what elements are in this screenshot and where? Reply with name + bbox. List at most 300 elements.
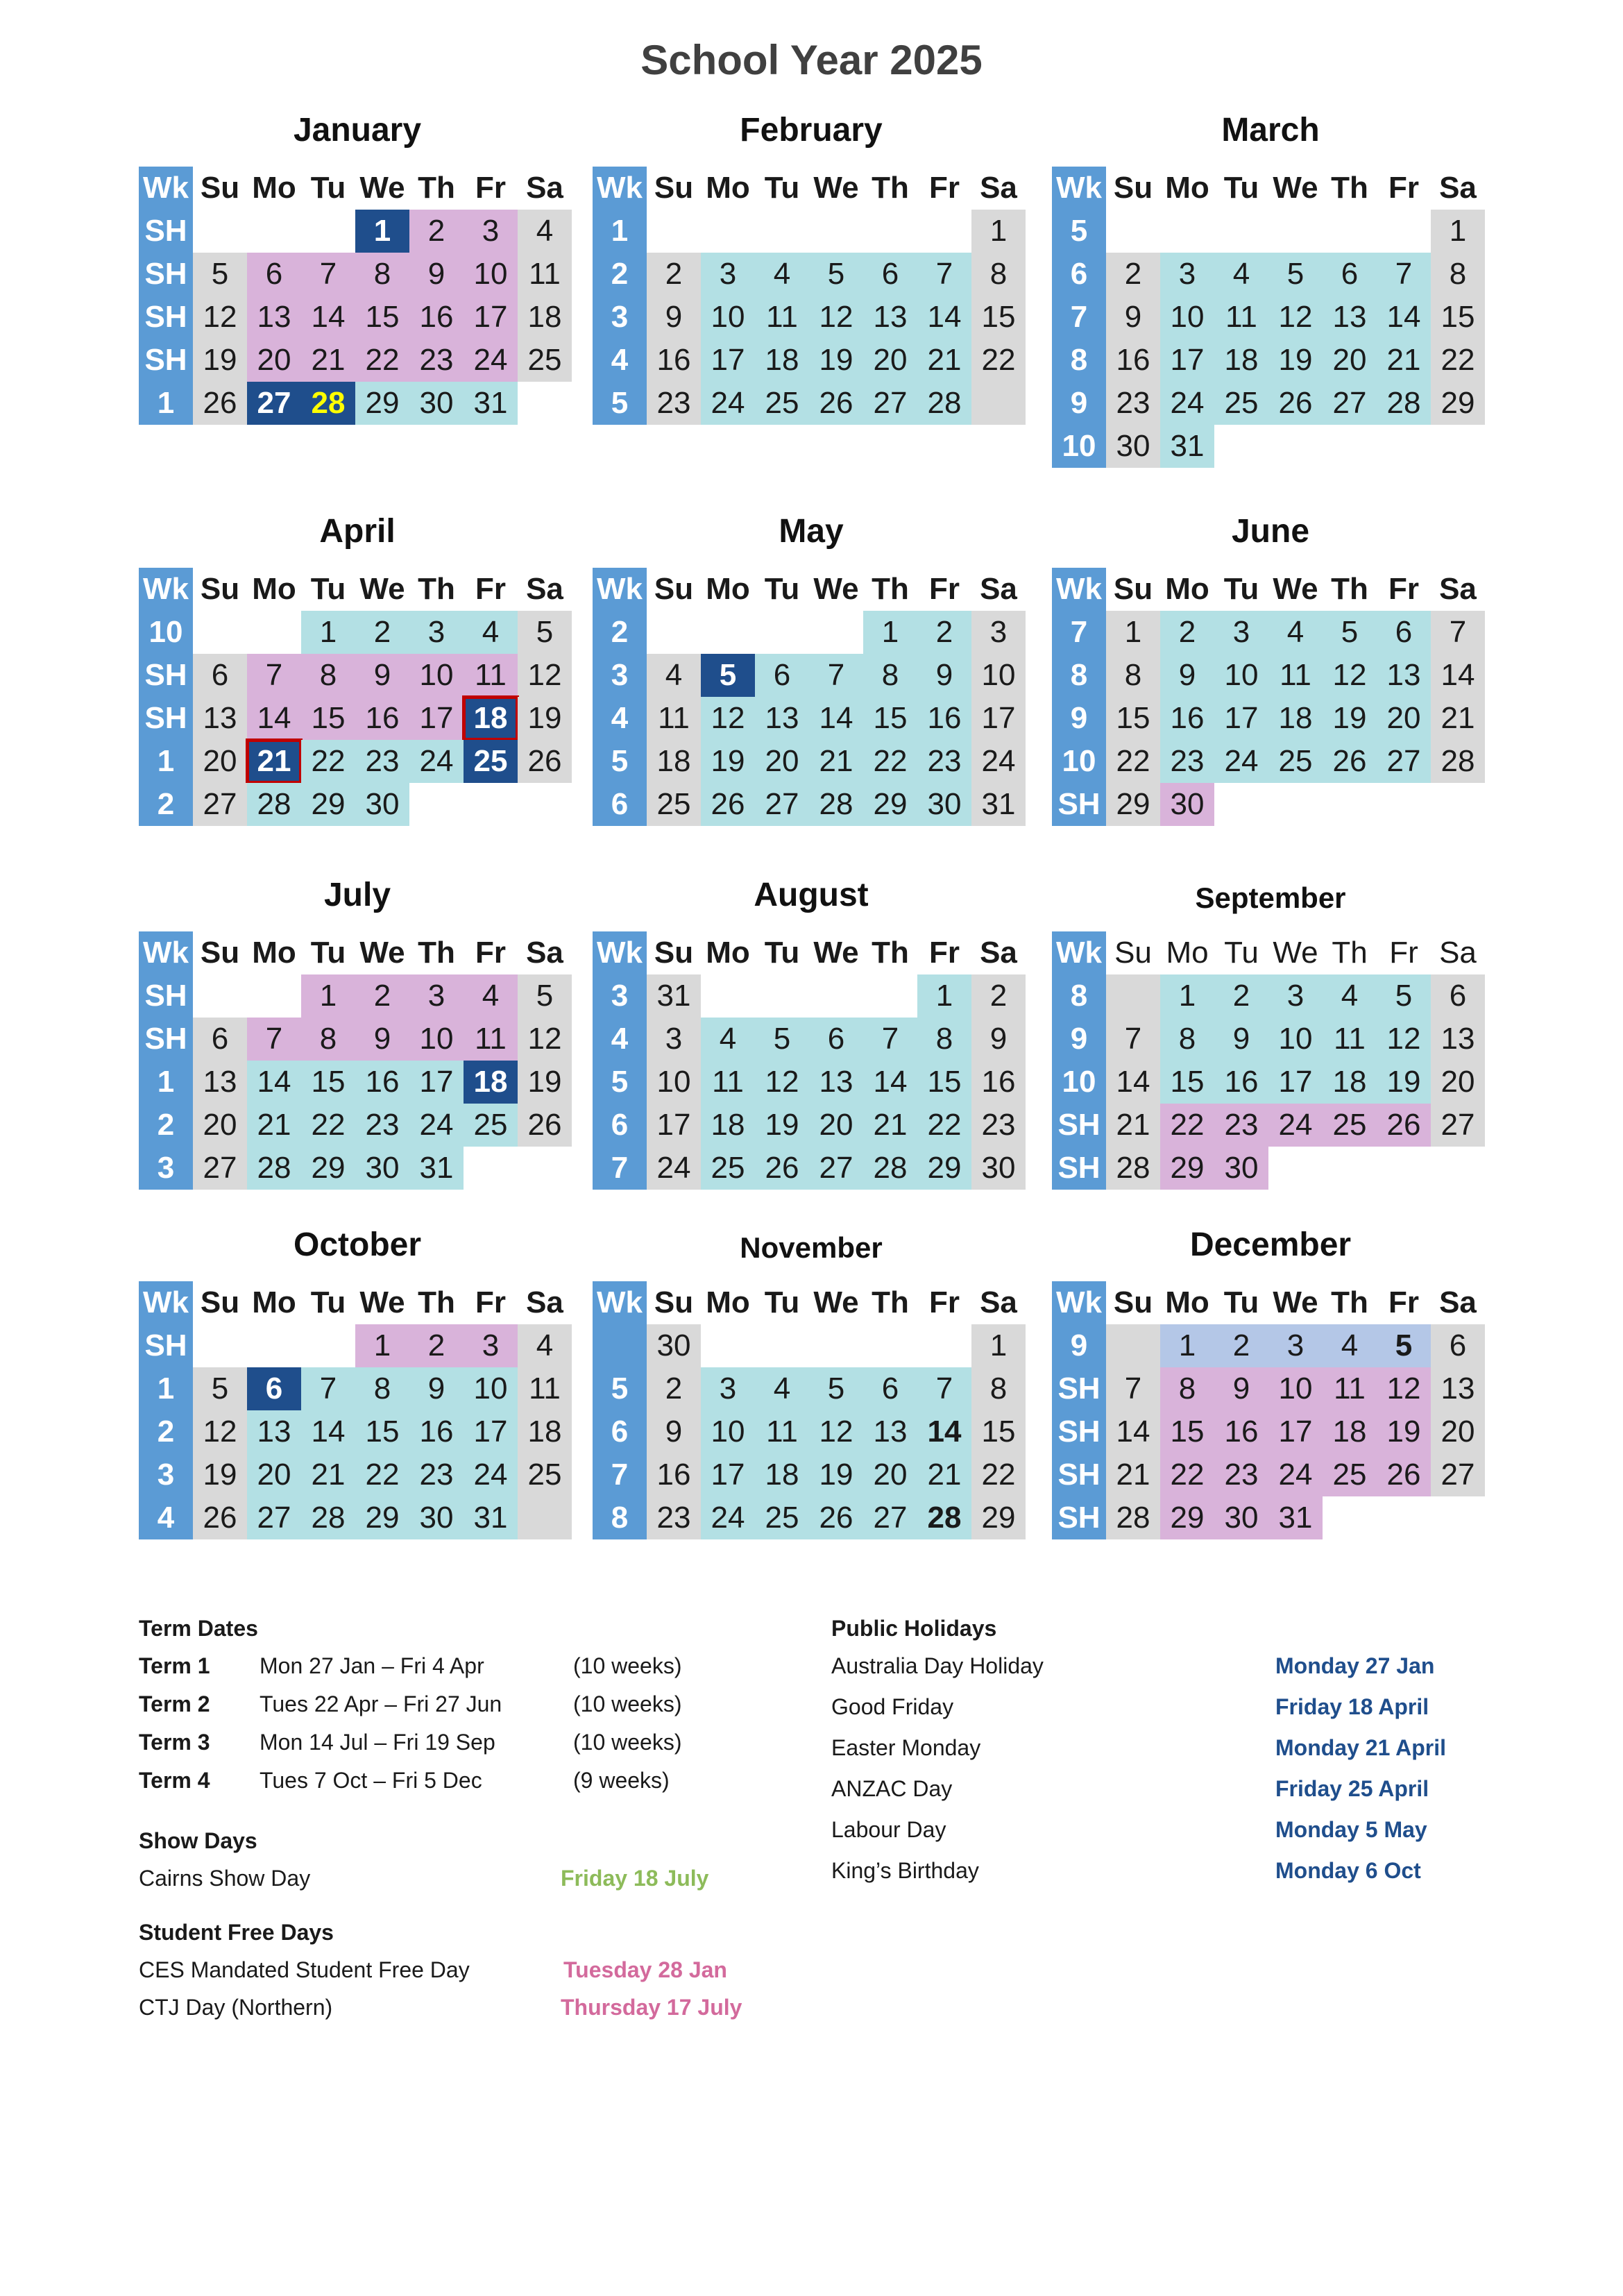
day-cell: 10 [464, 1367, 518, 1410]
day-cell: 19 [193, 339, 247, 382]
day-cell: 26 [1268, 382, 1323, 425]
weekday-header: Th [1332, 936, 1368, 970]
day-cell: 12 [193, 1410, 247, 1453]
day-cell: 22 [971, 339, 1026, 382]
weekday-header: Su [1114, 936, 1152, 970]
day-cell: 22 [1431, 339, 1485, 382]
weekday-header: Mo [252, 1285, 296, 1319]
month-february [593, 111, 1030, 425]
week-label: SH [1052, 1496, 1106, 1539]
day-cell: 14 [1106, 1410, 1160, 1453]
weekday-header: Th [418, 171, 455, 205]
weekday-header: Th [1331, 1285, 1368, 1319]
day-cell: 14 [301, 1410, 355, 1453]
day-cell: 27 [1431, 1104, 1485, 1147]
empty-cell [247, 1324, 301, 1367]
day-cell: 17 [647, 1104, 701, 1147]
month-august [593, 876, 1030, 1190]
weekday-header: Fr [1388, 1285, 1419, 1319]
term-label: Term 3 [139, 1730, 210, 1755]
day-cell: 27 [863, 382, 917, 425]
weekday-header: Fr [1389, 936, 1418, 970]
day-cell: 30 [1214, 1496, 1268, 1539]
day-cell: 3 [409, 974, 464, 1018]
day-cell: 21 [917, 1453, 971, 1496]
day-cell: 18 [464, 697, 518, 740]
show-days-heading: Show Days [139, 1828, 257, 1853]
day-cell: 20 [863, 1453, 917, 1496]
week-header: Wk [593, 568, 647, 611]
weekday-header: We [813, 171, 859, 205]
weekday-header: Tu [1224, 936, 1259, 970]
weekday-header: Sa [980, 572, 1017, 606]
week-label: SH [139, 697, 193, 740]
weekday-header: Mo [1165, 572, 1209, 606]
month-name: March [1221, 112, 1320, 149]
day-cell: 23 [355, 740, 409, 783]
weekday-header: Mo [1166, 936, 1209, 970]
day-cell: 5 [1377, 1324, 1431, 1367]
day-cell: 26 [518, 740, 572, 783]
weekday-header: Th [872, 171, 909, 205]
day-cell: 12 [518, 654, 572, 697]
week-label: 8 [1052, 339, 1106, 382]
day-cell: 11 [755, 1410, 809, 1453]
day-cell: 4 [464, 974, 518, 1018]
holiday-date: Monday 27 Jan [1275, 1653, 1435, 1678]
weekday-header: Sa [526, 171, 563, 205]
empty-cell [1377, 425, 1431, 468]
day-cell: 25 [464, 740, 518, 783]
day-cell: 2 [917, 611, 971, 654]
week-label: 9 [1052, 382, 1106, 425]
day-cell: 14 [1431, 654, 1485, 697]
day-cell: 21 [917, 339, 971, 382]
day-cell: 1 [1106, 611, 1160, 654]
day-cell: 5 [755, 1018, 809, 1061]
day-cell: 1 [1160, 1324, 1214, 1367]
week-label: 3 [593, 296, 647, 339]
holiday-date: Monday 6 Oct [1275, 1858, 1421, 1883]
day-cell: 19 [809, 1453, 863, 1496]
week-label: 5 [1052, 210, 1106, 253]
holiday-name: Easter Monday [831, 1735, 981, 1760]
day-cell: 3 [1268, 974, 1323, 1018]
weekday-header: We [813, 1285, 859, 1319]
day-cell: 23 [971, 1104, 1026, 1147]
day-cell: 28 [917, 382, 971, 425]
empty-cell [809, 974, 863, 1018]
weekday-header: Sa [980, 1285, 1017, 1319]
day-cell: 28 [863, 1147, 917, 1190]
weekday-header: Fr [929, 171, 960, 205]
week-label: 5 [593, 382, 647, 425]
day-cell: 7 [301, 253, 355, 296]
day-cell: 22 [355, 339, 409, 382]
day-cell: 21 [301, 1453, 355, 1496]
day-cell: 27 [247, 1496, 301, 1539]
day-cell: 9 [1214, 1367, 1268, 1410]
empty-cell [518, 1147, 572, 1190]
day-cell: 20 [863, 339, 917, 382]
weekday-header: Th [872, 936, 909, 970]
week-label: 1 [593, 210, 647, 253]
day-cell: 22 [301, 1104, 355, 1147]
day-cell: 17 [464, 1410, 518, 1453]
day-cell: 19 [701, 740, 755, 783]
day-cell: 6 [1431, 974, 1485, 1018]
day-cell: 7 [301, 1367, 355, 1410]
empty-cell [701, 1324, 755, 1367]
day-cell: 5 [518, 974, 572, 1018]
weekday-header: Sa [526, 1285, 563, 1319]
day-cell: 31 [464, 1496, 518, 1539]
day-cell: 13 [1377, 654, 1431, 697]
day-cell: 1 [917, 974, 971, 1018]
day-cell: 30 [647, 1324, 701, 1367]
weekday-header: Tu [1223, 1285, 1259, 1319]
day-cell: 12 [809, 296, 863, 339]
day-cell: 16 [355, 1061, 409, 1104]
day-cell: 13 [1431, 1018, 1485, 1061]
day-cell: 11 [701, 1061, 755, 1104]
month-name: July [323, 877, 391, 913]
day-cell: 6 [863, 1367, 917, 1410]
day-cell: 3 [409, 611, 464, 654]
empty-cell [301, 1324, 355, 1367]
day-cell: 28 [1106, 1147, 1160, 1190]
day-cell: 2 [1214, 1324, 1268, 1367]
empty-cell [301, 210, 355, 253]
day-cell: 6 [247, 253, 301, 296]
day-cell: 8 [971, 253, 1026, 296]
weekday-header: Fr [475, 936, 506, 970]
day-cell: 15 [1160, 1061, 1214, 1104]
weekday-header: Mo [706, 572, 750, 606]
weekday-header: Fr [929, 1285, 960, 1319]
weekday-header: Tu [764, 1285, 800, 1319]
week-label: SH [1052, 1367, 1106, 1410]
day-cell: 2 [355, 974, 409, 1018]
empty-cell [1268, 425, 1323, 468]
weekday-header: Sa [980, 936, 1017, 970]
day-cell: 6 [809, 1018, 863, 1061]
day-cell: 28 [247, 783, 301, 826]
weekday-header: Sa [1439, 171, 1477, 205]
term-dates-heading: Term Dates [139, 1616, 258, 1641]
day-cell: 12 [1377, 1018, 1431, 1061]
month-name: May [779, 513, 844, 550]
page-title: School Year 2025 [640, 37, 983, 83]
day-cell: 16 [971, 1061, 1026, 1104]
empty-cell [518, 1496, 572, 1539]
empty-cell [755, 974, 809, 1018]
week-header: Wk [593, 167, 647, 210]
day-cell: 23 [1106, 382, 1160, 425]
day-cell: 19 [1377, 1410, 1431, 1453]
day-cell: 20 [755, 740, 809, 783]
day-cell: 30 [1214, 1147, 1268, 1190]
empty-cell [1377, 1496, 1431, 1539]
week-label: 6 [593, 1104, 647, 1147]
day-cell: 22 [355, 1453, 409, 1496]
day-cell: 16 [647, 1453, 701, 1496]
empty-cell [1106, 210, 1160, 253]
empty-cell [193, 1324, 247, 1367]
day-cell: 18 [1323, 1061, 1377, 1104]
empty-cell [193, 210, 247, 253]
day-cell: 4 [647, 654, 701, 697]
week-label: 7 [593, 1453, 647, 1496]
weekday-header: Su [1113, 1285, 1153, 1319]
day-cell: 4 [755, 253, 809, 296]
month-september [1052, 876, 1489, 1190]
day-cell: 8 [355, 1367, 409, 1410]
day-cell: 10 [701, 296, 755, 339]
day-cell: 22 [1160, 1453, 1214, 1496]
day-cell: 25 [701, 1147, 755, 1190]
day-cell: 7 [1377, 253, 1431, 296]
day-cell: 5 [809, 253, 863, 296]
weekday-header: Su [654, 171, 694, 205]
day-cell: 23 [647, 382, 701, 425]
day-cell: 1 [301, 974, 355, 1018]
day-cell: 2 [355, 611, 409, 654]
weekday-header: Mo [706, 171, 750, 205]
week-label: 1 [139, 1061, 193, 1104]
day-cell: 10 [1268, 1018, 1323, 1061]
weekday-header: Sa [1439, 1285, 1477, 1319]
month-name: August [754, 877, 869, 913]
day-cell: 10 [971, 654, 1026, 697]
weekday-header: Fr [475, 171, 506, 205]
day-cell: 7 [1106, 1018, 1160, 1061]
week-label: SH [139, 210, 193, 253]
day-cell: 13 [809, 1061, 863, 1104]
day-cell: 30 [1106, 425, 1160, 468]
holiday-name: Good Friday [831, 1694, 954, 1719]
day-cell: 4 [755, 1367, 809, 1410]
day-cell: 25 [464, 1104, 518, 1147]
month-name: October [293, 1226, 422, 1263]
day-cell: 17 [409, 1061, 464, 1104]
day-cell: 29 [971, 1496, 1026, 1539]
day-cell: 1 [863, 611, 917, 654]
empty-cell [1323, 210, 1377, 253]
day-cell: 15 [355, 296, 409, 339]
empty-cell [409, 783, 464, 826]
weekday-header: Th [1331, 171, 1368, 205]
day-cell: 25 [1268, 740, 1323, 783]
day-cell: 26 [809, 1496, 863, 1539]
week-header: Wk [139, 167, 193, 210]
weekday-header: Mo [1165, 1285, 1209, 1319]
weekday-header: Tu [310, 572, 346, 606]
day-cell: 20 [809, 1104, 863, 1147]
week-label: 2 [139, 1104, 193, 1147]
day-cell: 15 [1431, 296, 1485, 339]
day-cell: 3 [701, 253, 755, 296]
weekday-header: Tu [1223, 572, 1259, 606]
week-label: SH [1052, 1453, 1106, 1496]
day-cell: 19 [755, 1104, 809, 1147]
day-cell: 7 [1106, 1367, 1160, 1410]
day-cell: 16 [1214, 1061, 1268, 1104]
day-cell: 5 [809, 1367, 863, 1410]
day-cell: 25 [1323, 1104, 1377, 1147]
week-label: 7 [1052, 611, 1106, 654]
term-label: Term 4 [139, 1768, 210, 1793]
week-label: SH [139, 974, 193, 1018]
day-cell: 25 [1214, 382, 1268, 425]
week-label: 2 [139, 1410, 193, 1453]
day-cell: 14 [1106, 1061, 1160, 1104]
week-label: SH [139, 253, 193, 296]
day-cell: 4 [701, 1018, 755, 1061]
day-cell: 5 [193, 1367, 247, 1410]
show-day-date: Friday 18 July [561, 1866, 709, 1891]
day-cell: 31 [1160, 425, 1214, 468]
day-cell: 14 [809, 697, 863, 740]
day-cell: 12 [1268, 296, 1323, 339]
day-cell: 3 [701, 1367, 755, 1410]
student-free-days-heading: Student Free Days [139, 1920, 334, 1945]
day-cell: 6 [1431, 1324, 1485, 1367]
day-cell: 23 [917, 740, 971, 783]
day-cell: 14 [1377, 296, 1431, 339]
weekday-header: Su [654, 572, 694, 606]
holiday-name: King’s Birthday [831, 1858, 979, 1883]
day-cell: 1 [971, 1324, 1026, 1367]
weekday-header: We [813, 936, 859, 970]
weekday-header: We [1273, 936, 1318, 970]
holiday-name: ANZAC Day [831, 1776, 953, 1801]
day-cell: 9 [647, 296, 701, 339]
day-cell: 20 [1323, 339, 1377, 382]
empty-cell [701, 974, 755, 1018]
weekday-header: Fr [929, 572, 960, 606]
day-cell: 24 [464, 1453, 518, 1496]
day-cell: 4 [518, 1324, 572, 1367]
empty-cell [1323, 1496, 1377, 1539]
weekday-header: Th [418, 1285, 455, 1319]
day-cell: 9 [1214, 1018, 1268, 1061]
weekday-header: Su [200, 936, 240, 970]
month-june [1052, 512, 1489, 826]
weekday-header: Tu [764, 936, 800, 970]
empty-cell [971, 382, 1026, 425]
empty-cell [755, 1324, 809, 1367]
day-cell: 26 [1377, 1453, 1431, 1496]
day-cell: 25 [647, 783, 701, 826]
day-cell: 11 [518, 253, 572, 296]
day-cell: 22 [1160, 1104, 1214, 1147]
day-cell: 3 [971, 611, 1026, 654]
weekday-header: Fr [475, 572, 506, 606]
day-cell: 19 [518, 697, 572, 740]
week-label: SH [139, 654, 193, 697]
day-cell: 7 [247, 1018, 301, 1061]
day-cell: 17 [1160, 339, 1214, 382]
day-cell: 2 [971, 974, 1026, 1018]
day-cell: 24 [464, 339, 518, 382]
day-cell: 14 [247, 697, 301, 740]
day-cell: 7 [247, 654, 301, 697]
holiday-name: Australia Day Holiday [831, 1653, 1044, 1678]
day-cell: 5 [701, 654, 755, 697]
week-label: 8 [1052, 654, 1106, 697]
day-cell: 31 [647, 974, 701, 1018]
day-cell: 27 [755, 783, 809, 826]
empty-cell [464, 783, 518, 826]
day-cell: 24 [409, 740, 464, 783]
day-cell: 29 [917, 1147, 971, 1190]
day-cell: 12 [809, 1410, 863, 1453]
week-label: 9 [1052, 1018, 1106, 1061]
weekday-header: We [1273, 1285, 1318, 1319]
day-cell: 15 [971, 1410, 1026, 1453]
day-cell: 29 [355, 1496, 409, 1539]
day-cell: 20 [193, 740, 247, 783]
day-cell: 12 [193, 296, 247, 339]
empty-cell [1214, 210, 1268, 253]
day-cell: 27 [809, 1147, 863, 1190]
day-cell: 17 [971, 697, 1026, 740]
day-cell: 27 [247, 382, 301, 425]
week-header: Wk [593, 1281, 647, 1324]
day-cell: 15 [863, 697, 917, 740]
day-cell: 7 [809, 654, 863, 697]
day-cell: 26 [518, 1104, 572, 1147]
day-cell: 8 [1106, 654, 1160, 697]
day-cell: 26 [701, 783, 755, 826]
day-cell: 10 [464, 253, 518, 296]
day-cell: 31 [971, 783, 1026, 826]
day-cell: 8 [301, 654, 355, 697]
day-cell: 24 [1214, 740, 1268, 783]
week-header: Wk [139, 931, 193, 974]
day-cell: 1 [301, 611, 355, 654]
day-cell: 8 [301, 1018, 355, 1061]
day-cell: 10 [409, 654, 464, 697]
weekday-header: Fr [1388, 171, 1419, 205]
day-cell: 7 [917, 1367, 971, 1410]
empty-cell [1377, 1147, 1431, 1190]
day-cell: 18 [647, 740, 701, 783]
day-cell: 11 [1323, 1018, 1377, 1061]
weekday-header: Su [200, 171, 240, 205]
day-cell: 1 [1160, 974, 1214, 1018]
week-label: 1 [139, 740, 193, 783]
term-label: Term 1 [139, 1653, 210, 1678]
day-cell: 2 [1214, 974, 1268, 1018]
day-cell: 20 [1431, 1410, 1485, 1453]
week-label: 2 [593, 253, 647, 296]
term-weeks: (10 weeks) [573, 1730, 682, 1755]
term-range: Mon 14 Jul – Fri 19 Sep [260, 1730, 495, 1755]
day-cell: 25 [1323, 1453, 1377, 1496]
week-label: SH [1052, 1147, 1106, 1190]
empty-cell [193, 974, 247, 1018]
day-cell: 22 [1106, 740, 1160, 783]
day-cell: 26 [1377, 1104, 1431, 1147]
week-label: 4 [593, 339, 647, 382]
week-label: 5 [593, 740, 647, 783]
weekday-header: Su [200, 1285, 240, 1319]
day-cell: 2 [409, 1324, 464, 1367]
day-cell: 7 [917, 253, 971, 296]
week-label: SH [139, 1018, 193, 1061]
